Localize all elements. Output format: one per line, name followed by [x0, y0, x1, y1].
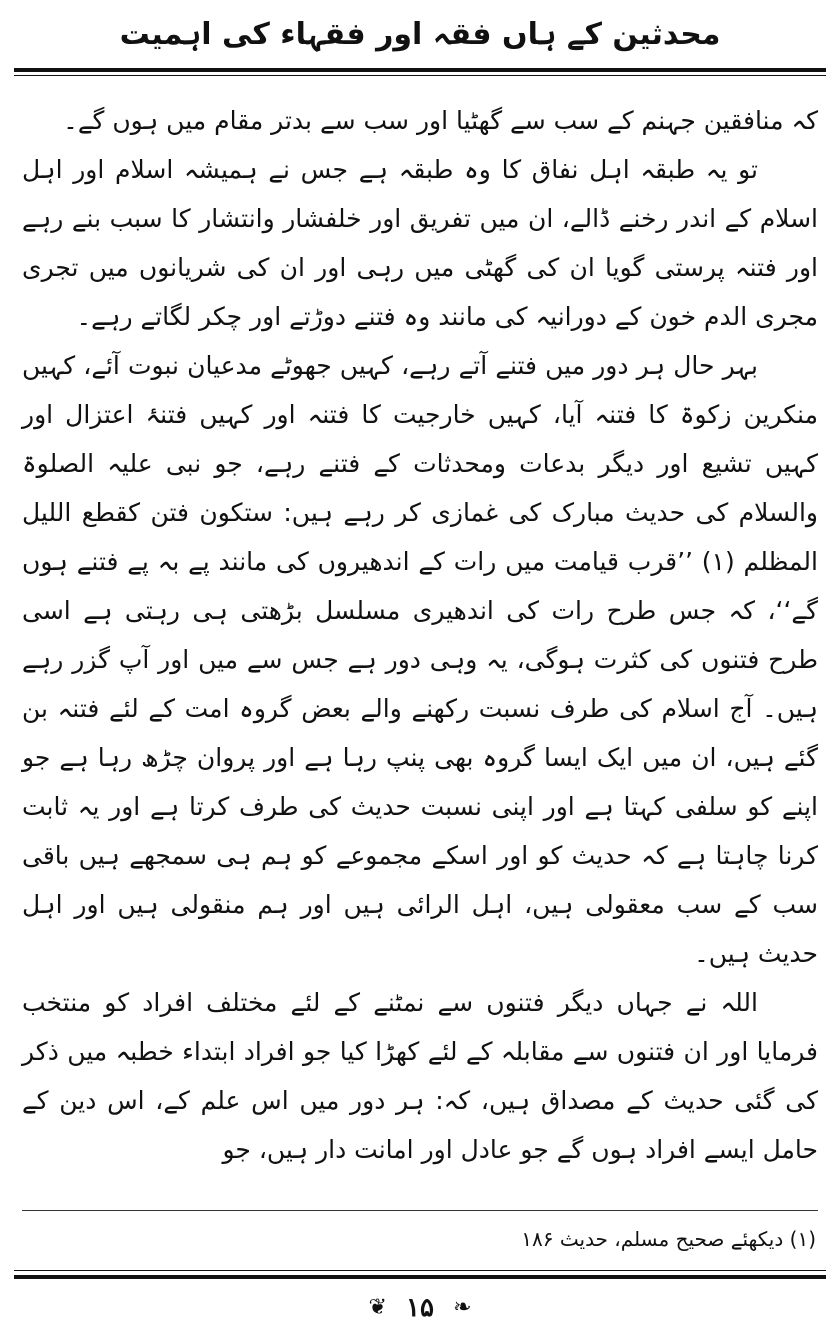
paragraph-3: بہر حال ہر دور میں فتنے آتے رہے، کہیں جھوٹے مدعیان نبوت آئے، کہیں منکرین زکوۃ کا فتنہ آیا، کہیں خارجیت کا فتنہ اور کہیں فتنۂ اعتزال اور کہیں تشیع اور دیگر بدعات ومحدثات کے فتنے رہے، جو نبی علیہ الصلوۃ والسلام کی حدیث مبارک کی غمازی کر رہے ہیں: ستکون فتن کقطع اللیل المظلم (۱) ’’قرب قیامت میں رات کے اندھیروں کی مانند پے بہ پے فتنے ہوں گے‘‘، کہ جس طرح رات کی اندھیری مسلسل بڑھتی ہی رہتی ہے اسی طرح فتنوں کی کثرت ہوگی، یہ وہی دور ہے جس سے میں اور آپ گزر رہے ہیں۔ آج اسلام کی طرف نسبت رکھنے والے بعض گروہ امت کے لئے فتنہ بن گئے ہیں، ان میں ایک ایسا گروہ بھی پنپ رہا ہے اور پروان چڑھ رہا ہے جو اپنے کو سلفی کہتا ہے اور اپنی نسبت حدیث کی طرف کرتا ہے اور یہ ثابت کرنا چاہتا ہے کہ حدیث کو اور اسکے مجموعے کو ہم ہی سمجھے ہیں باقی سب کے سب معقولی ہیں، اہل الرائی ہیں اور ہم منقولی ہیں اور اہل حدیث ہیں۔: [22, 351, 819, 968]
footnote: (۱) دیکھئے صحیح مسلم، حدیث ۱۸۶: [521, 1227, 816, 1251]
footnote-divider: [22, 1210, 818, 1211]
paragraph-4: اللہ نے جہاں دیگر فتنوں سے نمٹنے کے لئے مختلف افراد کو منتخب فرمایا اور ان فتنوں سے مقابلہ کے لئے کھڑا کیا جو افراد ابتداء خطبہ میں ذکر کی گئی حدیث کے مصداق ہیں، کہ: ہر دور میں اس علم کے، اس دین کے حامل ایسے افراد ہوں گے جو عادل اور امانت دار ہیں، جو: [22, 988, 818, 1164]
page-title: محدثین کے ہاں فقہ اور فقہاء کی اہمیت: [119, 17, 721, 52]
paragraph-2: تو یہ طبقہ اہل نفاق کا وہ طبقہ ہے جس نے ہمیشہ اسلام اور اہل اسلام کے اندر رخنے ڈالے، ان میں تفریق اور خلفشار وانتشار کا سبب بنے رہے اور فتنہ پرستی گویا ان کی گھٹی میں رہی اور ان کی شریانوں میں تجری مجری الدم خون کے دورانیہ کی مانند وہ فتنے دوڑتے اور چکر لگاتے رہے۔: [22, 155, 818, 331]
footer-rule-thin: [14, 1270, 826, 1271]
footer-rule-thick: [14, 1275, 826, 1279]
ornament-left-icon: ❦: [368, 1295, 387, 1320]
header-rule-thick: [14, 68, 826, 72]
page-number: ۱۵: [406, 1293, 434, 1323]
header-rule-thin: [14, 75, 826, 76]
ornament-right-icon: ❧: [453, 1295, 472, 1320]
page-number-area: [0, 1288, 840, 1332]
body-text: [22, 96, 818, 1174]
paragraph-1: کہ منافقین جہنم کے سب سے گھٹیا اور سب سے بدتر مقام میں ہوں گے۔: [63, 106, 818, 135]
